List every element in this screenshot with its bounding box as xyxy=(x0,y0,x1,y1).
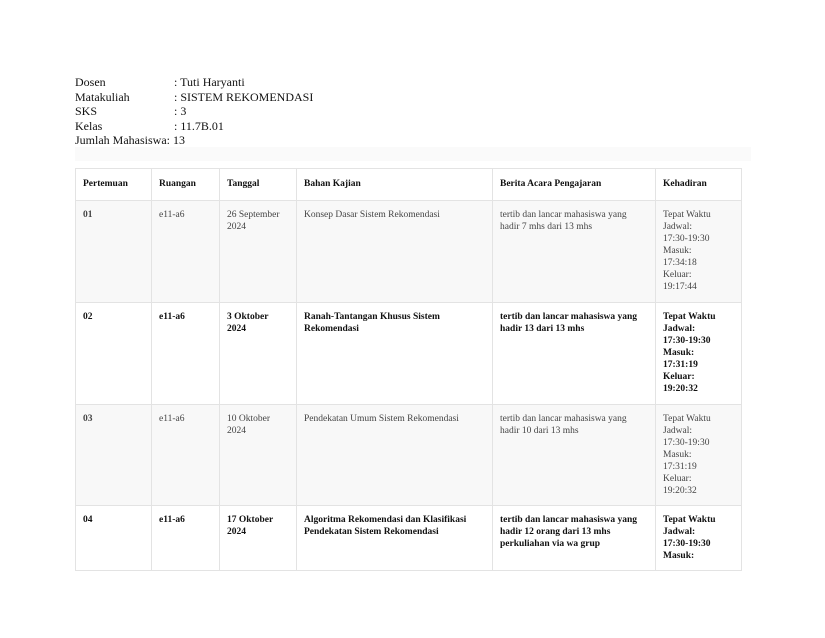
kehadiran-masuk: 17:31:19 xyxy=(663,360,698,370)
kehadiran-jadwal: 17:30-19:30 xyxy=(663,234,710,244)
kehadiran-jadwal: 17:30-19:30 xyxy=(663,336,711,346)
col-header-tanggal: Tanggal xyxy=(220,169,297,201)
cell-pertemuan: 01 xyxy=(76,201,152,303)
jumlah-mahasiswa-row xyxy=(75,133,313,148)
cell-berita-acara: tertib dan lancar mahasiswa yang hadir 12 orang dari 13 mhs perkuliahan via wa grup xyxy=(493,506,656,571)
kehadiran-keluar: 19:17:44 xyxy=(663,282,697,292)
cell-pertemuan: 04 xyxy=(76,506,152,571)
jumlah-mahasiswa-label: Jumlah Mahasiswa xyxy=(75,133,167,148)
kehadiran-masuk: 17:34:18 xyxy=(663,258,697,268)
cell-bahan-kajian: Ranah-Tantangan Khusus Sistem Rekomendasi xyxy=(297,303,493,405)
course-info xyxy=(75,75,313,148)
cell-ruangan: e11-a6 xyxy=(152,201,220,303)
cell-berita-acara: tertib dan lancar mahasiswa yang hadir 13 dari 13 mhs xyxy=(493,303,656,405)
sks-value: : 3 xyxy=(174,104,187,119)
kehadiran-masuk-label: Masuk: xyxy=(663,246,692,256)
col-header-bahan-kajian: Bahan Kajian xyxy=(297,169,493,201)
dosen-label: Dosen xyxy=(75,75,106,89)
cell-bahan-kajian: Konsep Dasar Sistem Rekomendasi xyxy=(297,201,493,303)
cell-tanggal: 26 September 2024 xyxy=(220,201,297,303)
kehadiran-status: Tepat Waktu xyxy=(663,414,711,424)
cell-ruangan: e11-a6 xyxy=(152,303,220,405)
kehadiran-masuk-label: Masuk: xyxy=(663,450,692,460)
kehadiran-jadwal: 17:30-19:30 xyxy=(663,539,711,549)
col-header-kehadiran: Kehadiran xyxy=(656,169,742,201)
sks-label: SKS xyxy=(75,104,98,119)
kehadiran-keluar: 19:20:32 xyxy=(663,384,698,394)
dosen-row xyxy=(75,75,313,90)
kehadiran-keluar-label: Keluar: xyxy=(663,474,692,484)
kehadiran-status: Tepat Waktu xyxy=(663,210,711,220)
table-row xyxy=(76,506,742,571)
kehadiran-jadwal-label: Jadwal: xyxy=(663,426,693,436)
kehadiran-jadwal-label: Jadwal: xyxy=(663,222,693,232)
kelas-row xyxy=(75,119,313,134)
cell-pertemuan: 02 xyxy=(76,303,152,405)
attendance-table xyxy=(75,168,742,571)
kelas-value: : 11.7B.01 xyxy=(174,118,224,133)
kehadiran-jadwal-label: Jadwal: xyxy=(663,324,696,334)
matakuliah-label: Matakuliah xyxy=(75,89,130,104)
table-row xyxy=(76,201,742,303)
cell-kehadiran xyxy=(656,405,742,506)
matakuliah-value: : SISTEM REKOMENDASI xyxy=(174,89,314,104)
table-row xyxy=(76,303,742,405)
kehadiran-masuk-label: Masuk: xyxy=(663,551,695,561)
cell-tanggal: 3 Oktober 2024 xyxy=(220,303,297,405)
kehadiran-jadwal: 17:30-19:30 xyxy=(663,438,710,448)
kelas-label: Kelas xyxy=(75,118,103,133)
matakuliah-row xyxy=(75,90,313,105)
cell-berita-acara: tertib dan lancar mahasiswa yang hadir 10 dari 13 mhs xyxy=(493,405,656,506)
kehadiran-status: Tepat Waktu xyxy=(663,515,716,525)
jumlah-mahasiswa-value: : 13 xyxy=(166,133,185,148)
cell-kehadiran xyxy=(656,201,742,303)
cell-ruangan: e11-a6 xyxy=(152,506,220,571)
table-header-row xyxy=(76,169,742,201)
col-header-pertemuan: Pertemuan xyxy=(76,169,152,201)
col-header-berita-acara: Berita Acara Pengajaran xyxy=(493,169,656,201)
cell-ruangan: e11-a6 xyxy=(152,405,220,506)
sks-row xyxy=(75,104,313,119)
kehadiran-keluar-label: Keluar: xyxy=(663,270,692,280)
table-row xyxy=(76,405,742,506)
kehadiran-masuk-label: Masuk: xyxy=(663,348,695,358)
cell-bahan-kajian: Algoritma Rekomendasi dan Klasifikasi Pendekatan Sistem Rekomendasi xyxy=(297,506,493,571)
kehadiran-status: Tepat Waktu xyxy=(663,312,716,322)
cell-kehadiran xyxy=(656,506,742,571)
kehadiran-keluar-label: Keluar: xyxy=(663,372,695,382)
separator-band xyxy=(75,147,751,161)
kehadiran-masuk: 17:31:19 xyxy=(663,462,697,472)
cell-kehadiran xyxy=(656,303,742,405)
cell-pertemuan: 03 xyxy=(76,405,152,506)
cell-bahan-kajian: Pendekatan Umum Sistem Rekomendasi xyxy=(297,405,493,506)
dosen-value: : Tuti Haryanti xyxy=(174,75,245,89)
cell-tanggal: 17 Oktober 2024 xyxy=(220,506,297,571)
kehadiran-jadwal-label: Jadwal: xyxy=(663,527,696,537)
cell-berita-acara: tertib dan lancar mahasiswa yang hadir 7 mhs dari 13 mhs xyxy=(493,201,656,303)
cell-tanggal: 10 Oktober 2024 xyxy=(220,405,297,506)
kehadiran-keluar: 19:20:32 xyxy=(663,486,697,496)
col-header-ruangan: Ruangan xyxy=(152,169,220,201)
